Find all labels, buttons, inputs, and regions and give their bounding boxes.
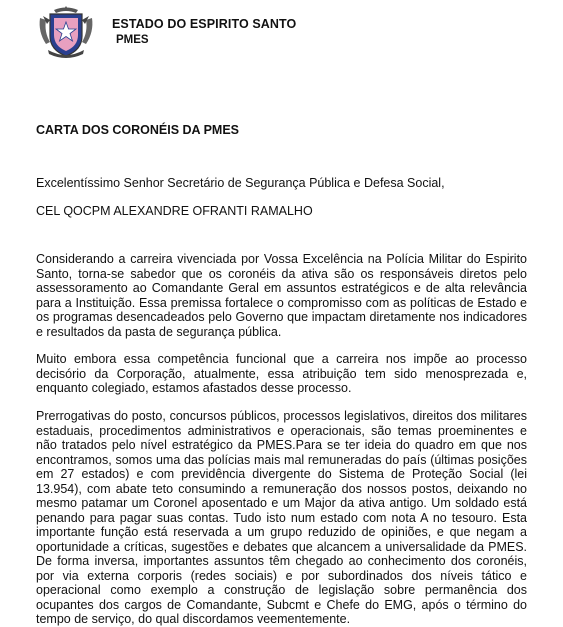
letterhead [36,4,536,60]
body-paragraph-3: Prerrogativas do posto, concursos públicos, processos legislativos, direitos dos militares estaduais, procedimentos administrativos e operacionais, são temas proeminentes e não tratados pelo nível estratégico da PMES.Para se ter ideia do quadro em que nos encontramos, somos uma das polícias mais mal remuneradas do país (últimas posições em 27 estados) e com previdência divergente do Sistema de Proteção Social (lei 13.954), com abate teto consumindo a remuneração dos nossos postos, deixando no mesmo patamar um Coronel aposentado e um Major da ativa antigo. Um soldado está penando para pagar suas contas. Tudo isto num estado com nota A no tesouro. Esta importante função está reservada a um grupo reduzido de opiniões, e que negam a oportunidade a críticas, sugestões e debates que alcancem a universalidade da PMES. De forma inversa, importantes assuntos têm chegado ao conhecimento dos coronéis, por via externa corporis (redes sociais) e por subordinados dos níveis tático e operacional como exemplo a construção de legislação sobre permanência dos ocupantes dos cargos de Comandante, Subcmt e Chefe do EMG, após o término do tempo de serviço, do qual discordamos veementemente. [36,409,527,626]
body-paragraph-2: Muito embora essa competência funcional que a carreira nos impõe ao processo decisório da Corporação, atualmente, essa atribuição tem sido menosprezada e, enquanto colegiado, estamos afastados desse processo. [36,352,527,395]
letterhead-org-name: PMES [116,34,149,46]
state-coat-of-arms-icon [36,4,96,60]
addressee-name: CEL QOCPM ALEXANDRE OFRANTI RAMALHO [36,204,313,218]
addressee-salutation: Excelentíssimo Senhor Secretário de Segurança Pública e Defesa Social, [36,176,445,190]
document-title: CARTA DOS CORONÉIS DA PMES [36,123,240,137]
letterhead-state-name: ESTADO DO ESPIRITO SANTO [112,17,297,31]
body-paragraph-1: Considerando a carreira vivenciada por Vossa Excelência na Polícia Militar do Espirito Santo, torna-se sabedor que os coronéis da ativa são os responsáveis diretos pelo assessoramento ao Comandante Geral em assuntos estratégicos e de alta relevância para a Instituição. Essa premissa fortalece o compromisso com as políticas de Estado e os programas desencadeados pelo Governo que impactam diretamente nos indicadores e resultados da pasta de segurança pública. [36,252,527,339]
